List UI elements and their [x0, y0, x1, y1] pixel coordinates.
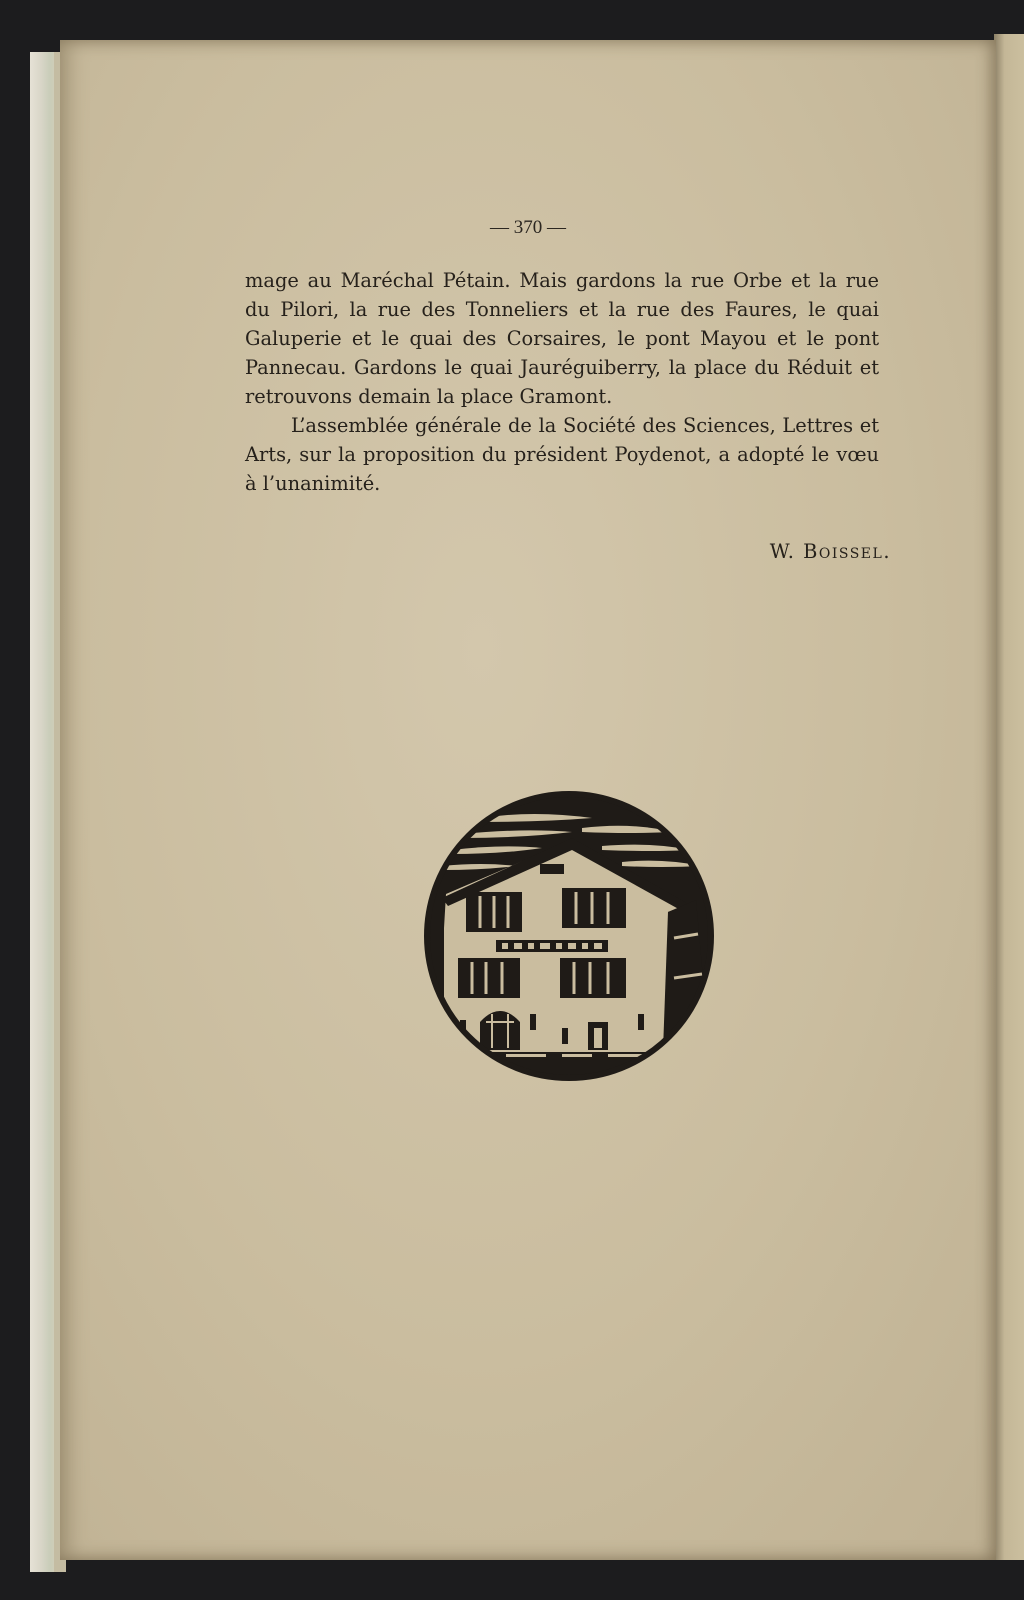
author-signature: W. Boissel. — [769, 540, 891, 563]
paragraph-2: L’assemblée générale de la Société des Sciences, Lettres et Arts, sur la proposition du président Poydenot, a adopté le vœu à l’unanimité. — [245, 414, 879, 495]
book-page — [60, 40, 996, 1560]
paragraph-1: mage au Maréchal Pétain. Mais gardons la rue Orbe et la rue du Pilori, la rue des Tonneliers et la rue des Faures, le quai Galuperie et le quai des Corsaires, le pont Mayou et le pont Pannecau. Gardons le quai Jauréguiberry, la place du Réduit et retrouvons demain la place Gramont. — [245, 269, 879, 408]
basque-house-woodcut-icon — [422, 788, 716, 1084]
page-number: — 370 — — [490, 217, 566, 238]
body-text — [245, 266, 879, 498]
facing-page-edge — [994, 34, 1024, 1560]
